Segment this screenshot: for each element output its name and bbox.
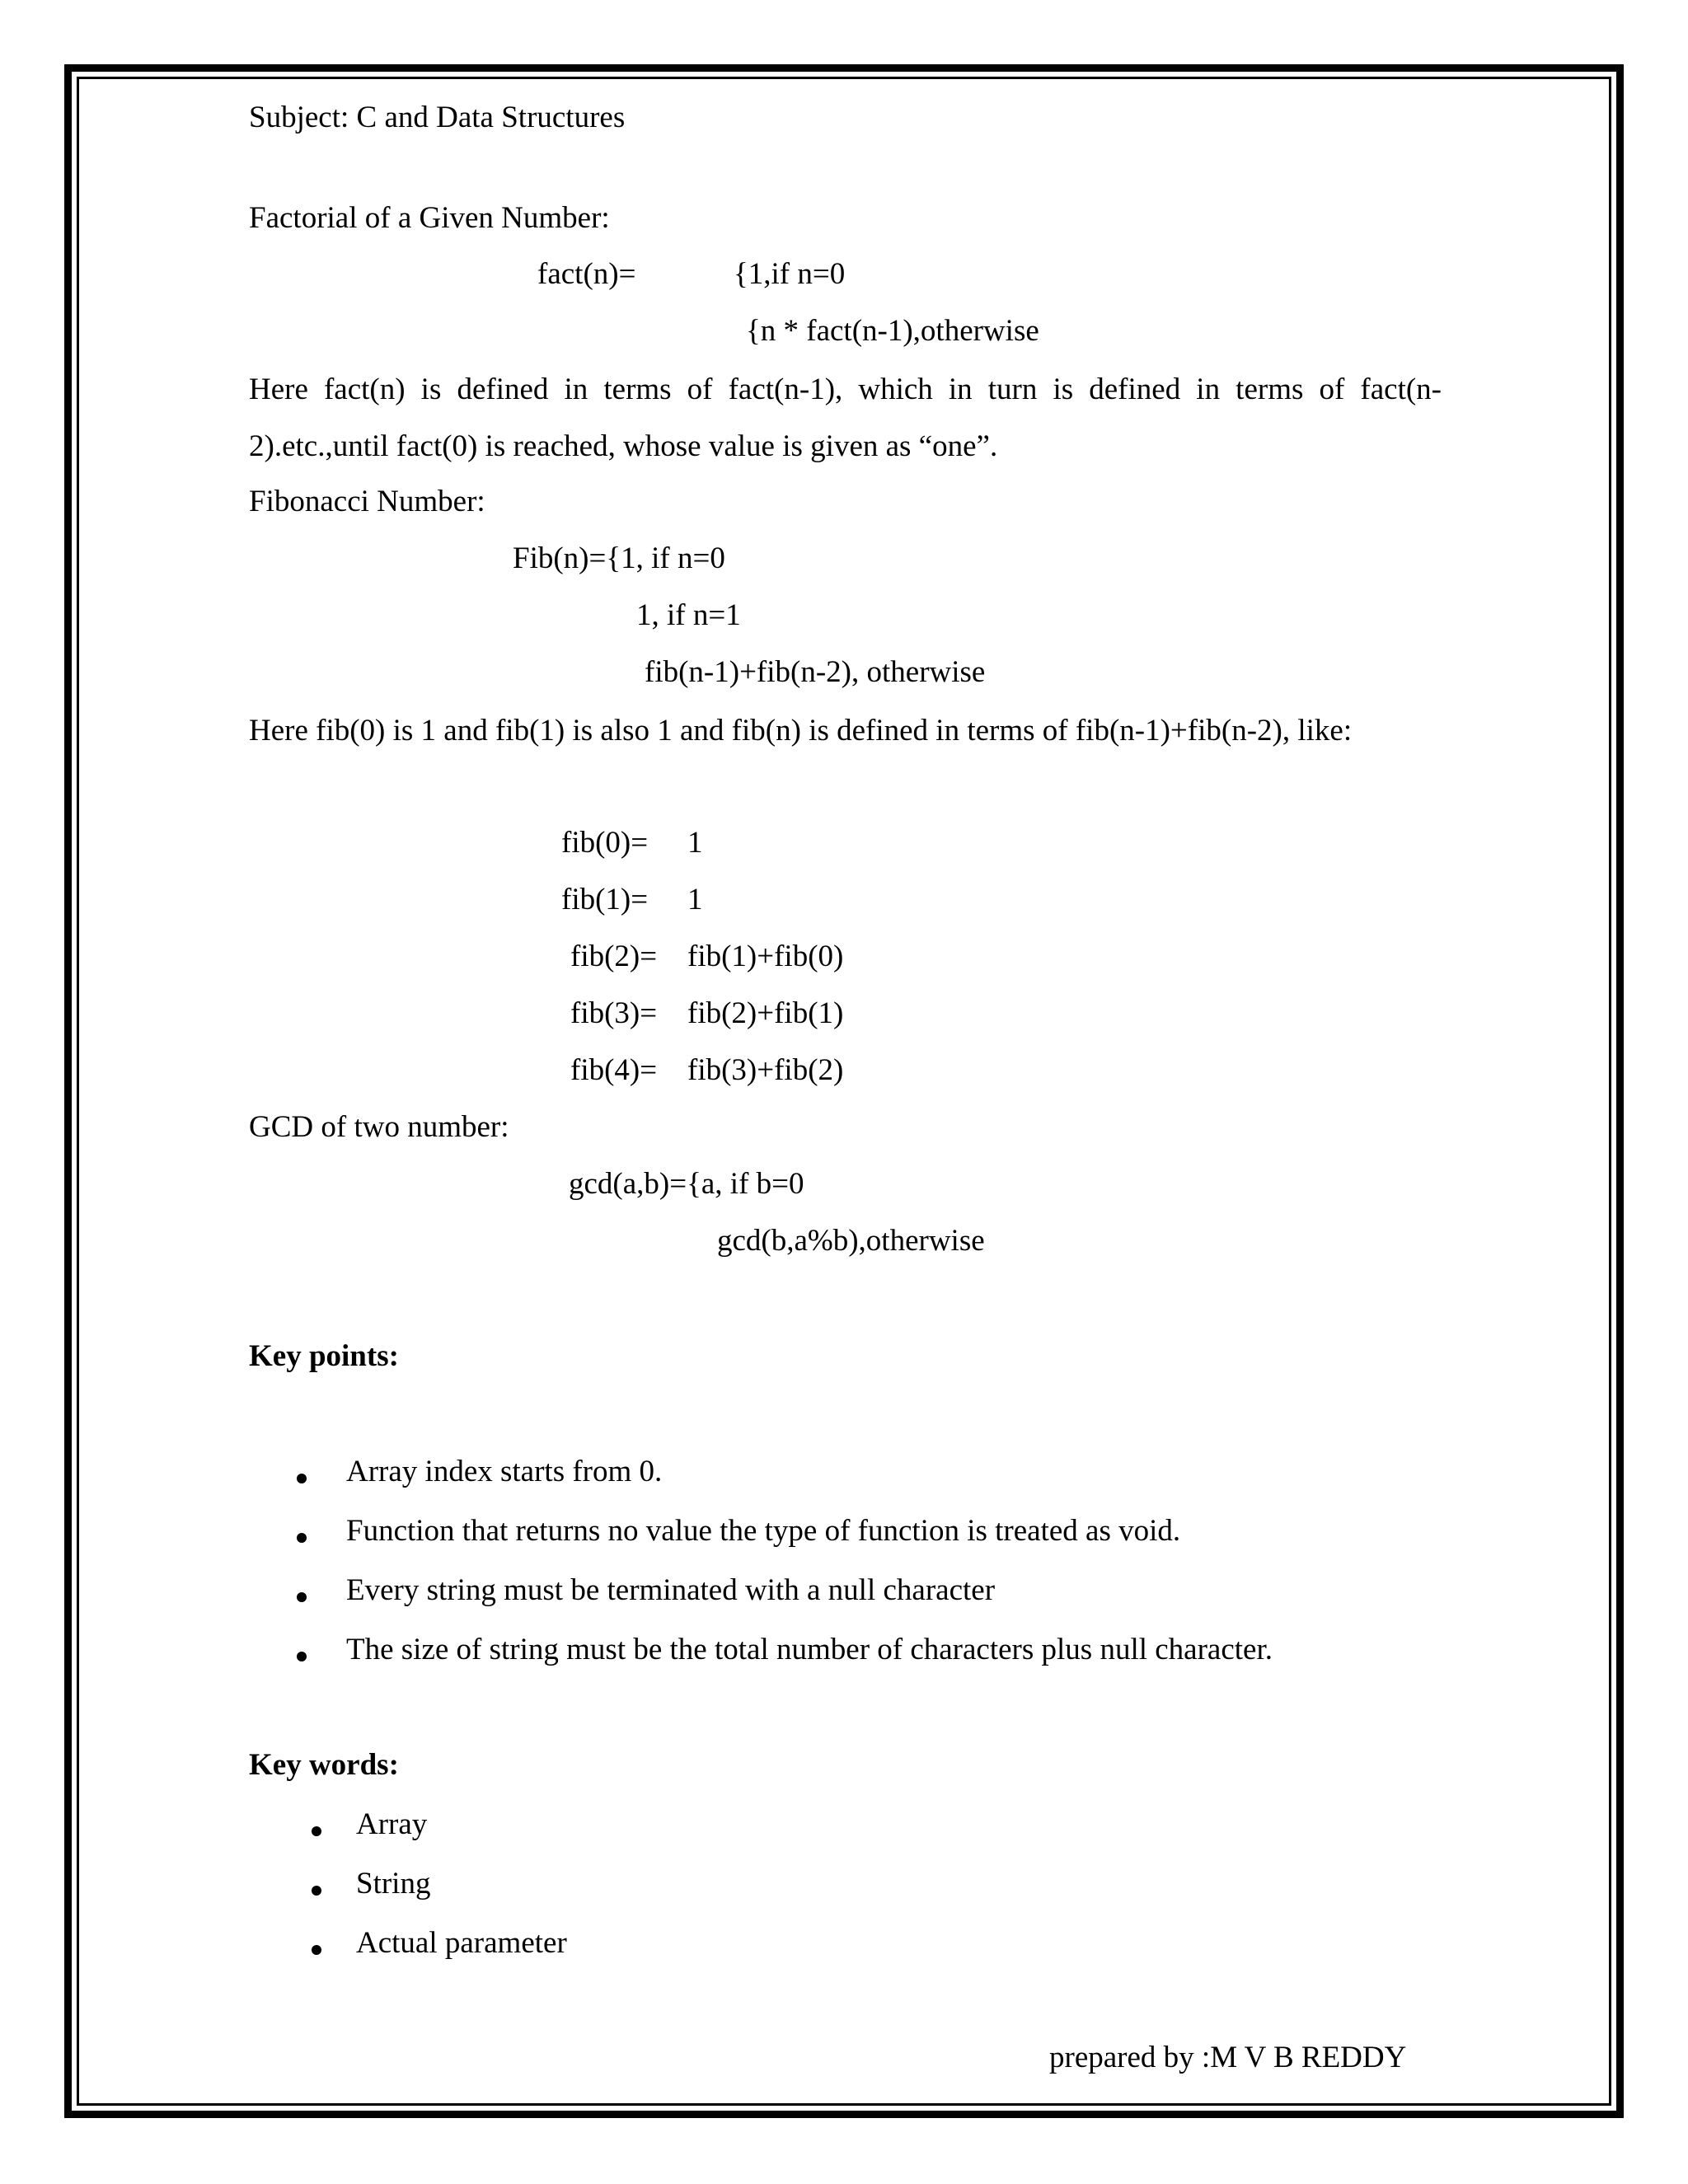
bullet-icon xyxy=(297,1474,307,1483)
fib-table-lhs: fib(2)= xyxy=(570,940,658,973)
key-point-item: The size of string must be the total number of characters plus null character. xyxy=(346,1633,1273,1666)
key-point-item: Function that returns no value the type of function is treated as void. xyxy=(346,1514,1181,1548)
bullet-icon xyxy=(297,1533,307,1543)
fibonacci-heading: Fibonacci Number: xyxy=(249,485,485,518)
key-point-item: Array index starts from 0. xyxy=(346,1455,663,1488)
bullet-icon xyxy=(312,1826,321,1836)
fib-table-rhs: 1 xyxy=(687,826,703,860)
fibonacci-case-2: 1, if n=1 xyxy=(636,598,741,632)
key-word-item: String xyxy=(356,1867,431,1900)
prepared-by-footer: prepared by :M V B REDDY xyxy=(1049,2041,1407,2074)
bullet-icon xyxy=(312,1945,321,1955)
key-point-item: Every string must be terminated with a null character xyxy=(346,1573,996,1607)
fib-table-lhs: fib(4)= xyxy=(570,1053,658,1087)
key-words-heading: Key words: xyxy=(249,1748,399,1782)
fib-table-lhs: fib(1)= xyxy=(561,883,649,916)
fibonacci-case-1: Fib(n)={1, if n=0 xyxy=(513,541,725,575)
factorial-heading: Factorial of a Given Number: xyxy=(249,201,610,235)
fib-table-rhs: fib(1)+fib(0) xyxy=(687,940,844,973)
fib-table-lhs: fib(3)= xyxy=(570,996,658,1030)
fib-table-rhs: fib(2)+fib(1) xyxy=(687,996,844,1030)
gcd-heading: GCD of two number: xyxy=(249,1110,509,1144)
factorial-explanation: Here fact(n) is defined in terms of fact(n-1), which in turn is defined in terms of fact(n-2).etc.,until fact(0) is reached, whose value is given as “one”. xyxy=(249,373,1442,463)
fib-table-lhs: fib(0)= xyxy=(561,826,649,860)
bullet-icon xyxy=(297,1652,307,1661)
factorial-case-1: {1,if n=0 xyxy=(734,257,846,291)
fib-table-rhs: 1 xyxy=(687,883,703,916)
fib-table-rhs: fib(3)+fib(2) xyxy=(687,1053,844,1087)
bullet-icon xyxy=(297,1592,307,1602)
fibonacci-case-3: fib(n-1)+fib(n-2), otherwise xyxy=(645,655,986,689)
key-points-heading: Key points: xyxy=(249,1339,399,1373)
key-word-item: Actual parameter xyxy=(356,1926,567,1960)
gcd-case-2: gcd(b,a%b),otherwise xyxy=(717,1224,985,1258)
factorial-case-2: {n * fact(n-1),otherwise xyxy=(746,314,1039,348)
factorial-lhs: fact(n)= xyxy=(537,257,636,291)
subject-line: Subject: C and Data Structures xyxy=(249,101,626,134)
key-word-item: Array xyxy=(356,1807,428,1841)
gcd-case-1: gcd(a,b)={a, if b=0 xyxy=(569,1167,804,1201)
fibonacci-explanation: Here fib(0) is 1 and fib(1) is also 1 and fib(n) is defined in terms of fib(n-1)+fib(n-2), like: xyxy=(249,714,1353,748)
bullet-icon xyxy=(312,1886,321,1896)
